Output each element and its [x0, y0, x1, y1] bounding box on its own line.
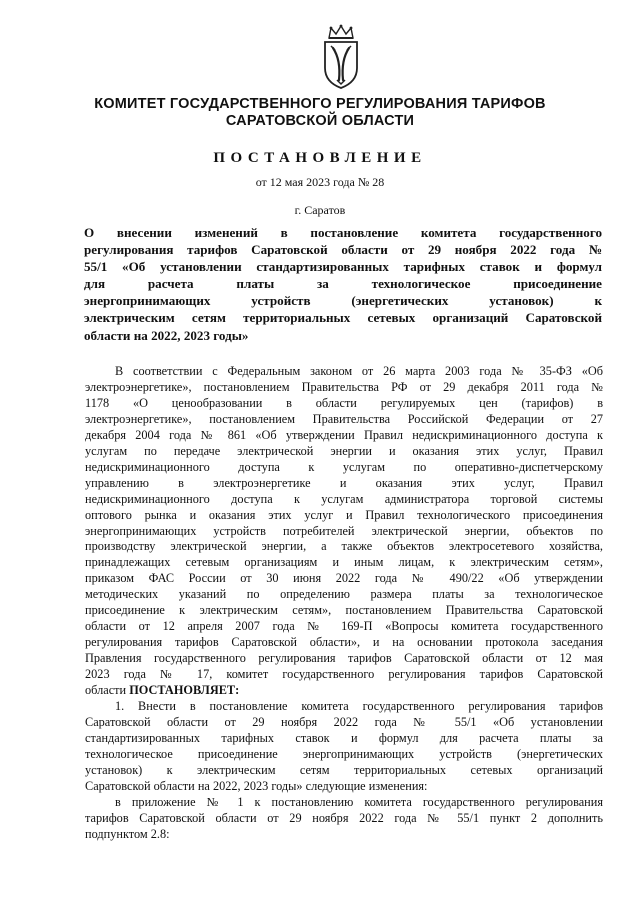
title-line: О внесении изменений в постановление комитета государственного [84, 225, 602, 240]
decree-word: ПОСТАНОВЛЯЕТ: [129, 683, 240, 698]
body-line: В соответствии с Федеральным законом от 26 марта 2003 года № 35-ФЗ «Об [115, 364, 603, 378]
item1-line: стандартизированных тарифных ставок и формул для расчета платы за [85, 730, 603, 745]
item1-line: Саратовской области на 2022, 2023 годы» следующие изменения: [85, 778, 428, 793]
item2-line: подпунктом 2.8: [85, 826, 170, 841]
title-line: электрическим сетям территориальных сетевых организаций Саратовской [84, 310, 602, 326]
document-type: ПОСТАНОВЛЕНИЕ [213, 150, 427, 166]
item1-line: 1. Внести в постановление комитета государственного регулирования тарифов [115, 699, 603, 714]
body-line: электроэнергетике», постановлением Правительства Российской Федерации от 27 [85, 411, 603, 426]
body-line: области от 12 апреля 2007 года № 169-П «Вопросы комитета государственного [85, 619, 603, 634]
body-line: методических указаний по определению размера платы за технологическое [85, 587, 603, 602]
item2-line: тарифов Саратовской области от 29 ноября 2022 года № 55/1 пункт 2 дополнить [85, 810, 603, 825]
org-line-1: КОМИТЕТ ГОСУДАРСТВЕННОГО РЕГУЛИРОВАНИЯ ТАРИФОВ [94, 96, 546, 112]
body-line: управлению в электроэнергетике и оказания этих услуг, Правил [85, 475, 603, 490]
item2-line: в приложение № 1 к постановлению комитета государственного регулирования [115, 794, 603, 809]
body-line: электроэнергетике», постановлением Правительства РФ от 29 декабря 2011 года № [85, 379, 603, 394]
decree-line [85, 683, 603, 699]
body-line: недискриминационного доступа к услугам по оперативно-диспетчерскому [85, 459, 603, 474]
body-line: Правления государственного регулирования тарифов Саратовской области от 12 мая [85, 651, 603, 666]
item1-line: Саратовской области от 29 ноября 2022 года № 55/1 «Об установлении [85, 714, 603, 729]
title-line: области на 2022, 2023 годы» [84, 327, 249, 343]
document-title [84, 224, 602, 344]
title-line: для расчета платы за технологическое присоединение [84, 276, 602, 292]
decree-prefix: области [85, 683, 130, 698]
org-line-2: САРАТОВСКОЙ ОБЛАСТИ [225, 113, 415, 129]
title-line: регулирования тарифов Саратовской области от 29 ноября 2022 года № [84, 242, 602, 258]
body-line: энергопринимающих устройств потребителей электрической энергии, объектов по [85, 523, 603, 538]
body-line: приказом ФАС России от 30 июня 2022 года № 490/22 «Об утверждении [85, 571, 603, 586]
body-line: недискриминационного доступа к услугам администратора торговой системы [85, 491, 603, 506]
body-line: услугам по передаче электрической энергии и оказания этих услуг, Правил [85, 443, 603, 458]
body-line: декабря 2004 года № 861 «Об утверждении Правил недискриминационного доступа к [85, 427, 603, 442]
document-body [85, 364, 603, 843]
body-line: 1178 «О ценообразовании в области регулируемых цен (тарифов) в [85, 395, 603, 410]
item1-line: технологическое присоединение энергопринимающих устройств (энергетических [85, 746, 603, 761]
issuing-authority [60, 96, 580, 130]
body-line: оптового рынка и оказания этих услуг и Правил технологического присоединения [85, 507, 603, 522]
title-line: 55/1 «Об установлении стандартизированных тарифных ставок и формул [84, 259, 602, 275]
document-city: г. Саратов [294, 203, 346, 217]
saratov-coat-of-arms-icon [319, 24, 363, 90]
body-line: производству электрической энергии, а также объектов электросетевого хозяйства, [85, 539, 603, 554]
body-line: принадлежащих сетевым организациям и иным лицам, к электрическим сетям», [85, 555, 603, 570]
title-line: энергопринимающих устройств (энергетических установок) к [84, 293, 602, 309]
body-line: регулирования тарифов Саратовской области», и на основании протокола заседания [85, 635, 603, 650]
document-date-number: от 12 мая 2023 года № 28 [255, 175, 385, 189]
body-line: присоединение к электрическим сетям», постановлением Правительства Саратовской [85, 603, 603, 618]
item1-line: установок) к электрическим сетям территориальных сетевых организаций [85, 762, 603, 777]
body-line: 2023 года № 17, комитет государственного регулирования тарифов Саратовской [85, 667, 603, 682]
